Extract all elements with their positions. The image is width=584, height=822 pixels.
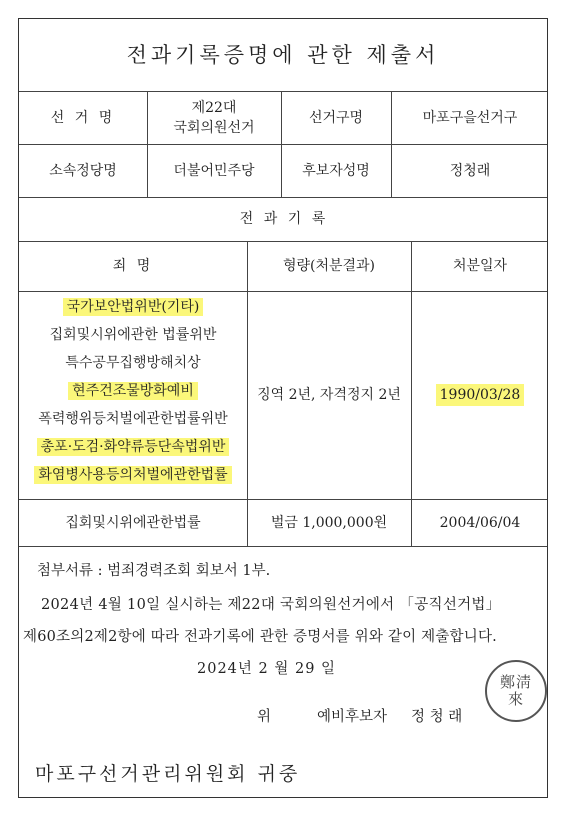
crime-item: 국가보안법위반(기타) bbox=[19, 293, 247, 321]
sentence-value: 징역 2년, 자격정지 2년 bbox=[257, 387, 401, 403]
submission-date: 2024년 2 월 29 일 bbox=[197, 661, 337, 677]
header-sentence: 형량(처분결과) bbox=[282, 258, 376, 274]
crime-item: 특수공무집행방해치상 bbox=[65, 355, 201, 371]
candidate-label: 후보자성명 bbox=[302, 162, 370, 179]
election-value bbox=[147, 91, 281, 144]
header-date: 처분일자 bbox=[452, 258, 508, 274]
crime-list bbox=[19, 293, 247, 489]
district-value: 마포구을선거구 bbox=[422, 109, 518, 126]
document-title: 전과기록증명에 관한 제출서 bbox=[126, 43, 440, 67]
header-crime: 죄 명 bbox=[112, 258, 154, 274]
signer-prefix: 위 bbox=[257, 709, 272, 725]
party-value: 더불어민주당 bbox=[173, 162, 255, 179]
signer-name: 정 청 래 bbox=[411, 709, 463, 725]
crime-item: 현주건조물방화예비 bbox=[19, 377, 247, 405]
statement-line2: 제60조의2제2항에 따라 전과기록에 관한 증명서를 위와 같이 제출합니다. bbox=[23, 629, 497, 645]
records-section-title: 전 과 기 록 bbox=[239, 211, 329, 227]
date-value: 1990/03/28 bbox=[411, 291, 549, 499]
election-value-line1: 제22대 bbox=[191, 99, 237, 116]
party-label: 소속정당명 bbox=[49, 162, 117, 179]
seal-text: 鄭淸來 bbox=[499, 673, 532, 708]
sentence-value: 벌금 1,000,000원 bbox=[270, 514, 388, 531]
crime-item: 집회및시위에관한 법률위반 bbox=[49, 327, 217, 343]
candidate-value: 정청래 bbox=[449, 162, 491, 179]
recipient: 마포구선거관리위원회 귀중 bbox=[35, 763, 301, 785]
seal-stamp bbox=[485, 660, 547, 722]
crime-item: 총포·도검·화약류등단속법위반 bbox=[19, 433, 247, 461]
election-label: 선 거 명 bbox=[50, 109, 116, 126]
crime-item: 집회및시위에관한법률 bbox=[65, 514, 201, 531]
signer-role: 예비후보자 bbox=[317, 709, 388, 725]
divider bbox=[19, 546, 547, 547]
document-frame bbox=[18, 18, 548, 798]
date-value: 2004/06/04 bbox=[439, 514, 521, 531]
district-label: 선거구명 bbox=[308, 109, 364, 126]
crime-item: 화염병사용등의처벌에관한법률 bbox=[19, 461, 247, 489]
election-value-line2: 국회의원선거 bbox=[173, 119, 255, 136]
statement-line1: 2024년 4월 10일 실시하는 제22대 국회의원선거에서 「공직선거법」 bbox=[41, 597, 501, 613]
crime-item: 폭력행위등처벌에관한법률위반 bbox=[38, 411, 228, 427]
attachment-note: 첨부서류 : 범죄경력조회 회보서 1부. bbox=[37, 563, 271, 579]
